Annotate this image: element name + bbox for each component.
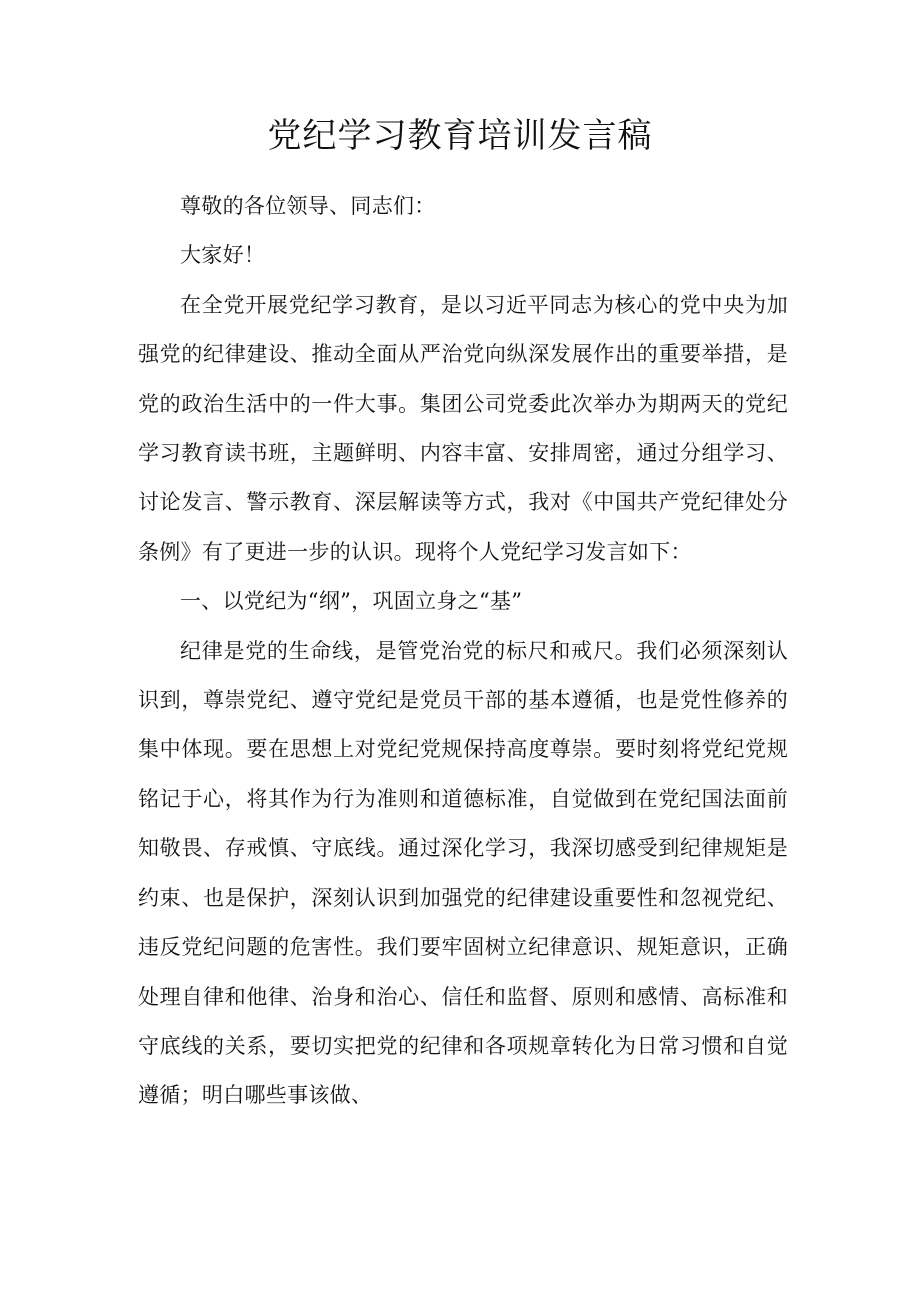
intro-paragraph: 在全党开展党纪学习教育，是以习近平同志为核心的党中央为加强党的纪律建设、推动全面从严治党向纵深发展作出的重要举措，是党的政治生活中的一件大事。集团公司党委此次举办为期两天的党纪学习教育读书班，主题鲜明、内容丰富、安排周密，通过分组学习、讨论发言、警示教育、深层解读等方式，我对《中国共产党纪律处分条例》有了更进一步的认识。现将个人党纪学习发言如下： bbox=[138, 292, 788, 564]
document-title: 党纪学习教育培训发言稿 bbox=[267, 116, 653, 156]
section-1-paragraph: 纪律是党的生命线，是管党治党的标尺和戒尺。我们必须深刻认识到，尊崇党纪、遵守党纪是党员干部的基本遵循，也是党性修养的集中体现。要在思想上对党纪党规保持高度尊崇。要时刻将党纪党规铭记于心，将其作为行为准则和道德标准，自觉做到在党纪国法面前知敬畏、存戒慎、守底线。通过深化学习，我深切感受到纪律规矩是约束、也是保护，深刻认识到加强党的纪律建设重要性和忽视党纪、违反党纪问题的危害性。我们要牢固树立纪律意识、规矩意识，正确处理自律和他律、治身和治心、信任和监督、原则和感情、高标准和守底线的关系，要切实把党的纪律和各项规章转化为日常习惯和自觉遵循；明白哪些事该做、 bbox=[138, 638, 788, 1108]
section-heading-1: 一、以党纪为“纲”，巩固立身之“基” bbox=[180, 589, 523, 614]
salutation: 尊敬的各位领导、同志们： bbox=[180, 194, 436, 218]
document-body bbox=[138, 182, 788, 1121]
greeting: 大家好！ bbox=[180, 243, 266, 268]
